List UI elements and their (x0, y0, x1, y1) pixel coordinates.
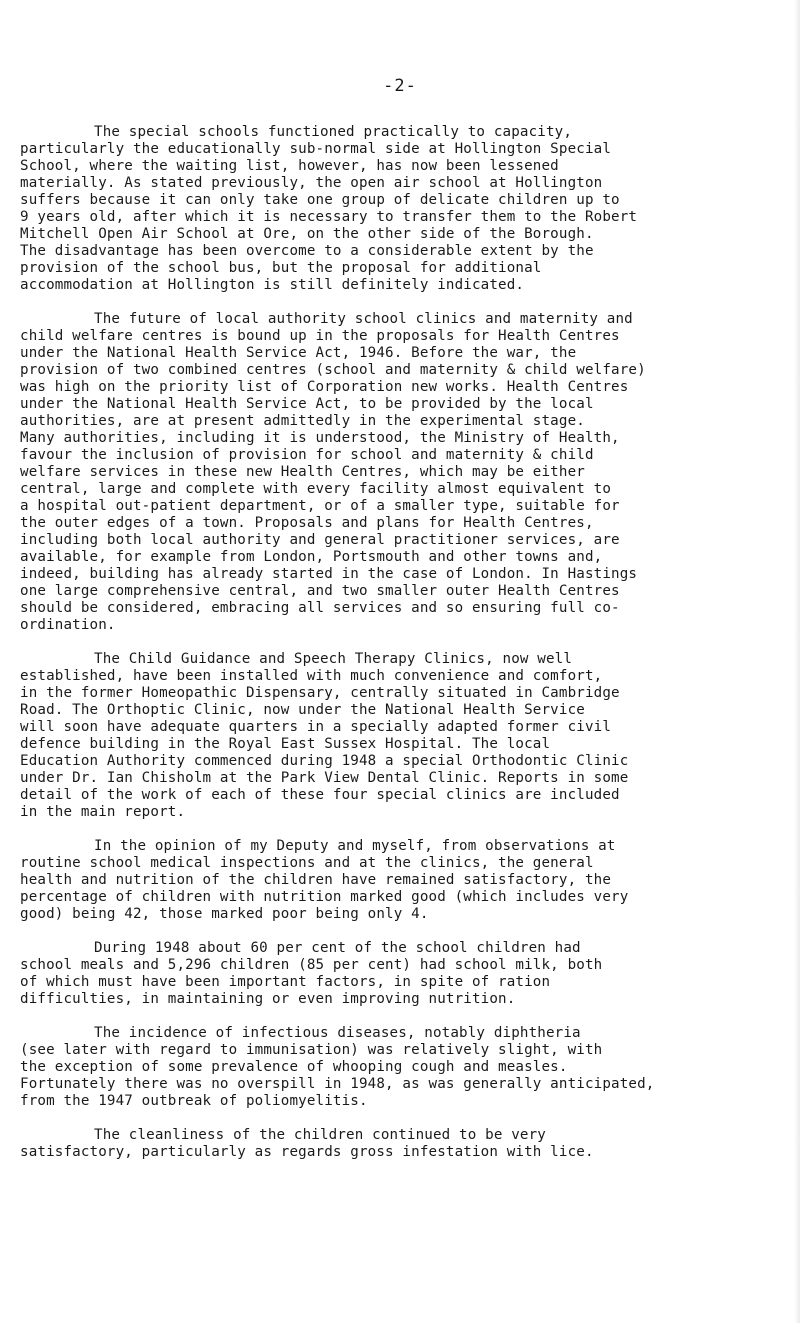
paragraph-text: The future of local authority school clinics and maternity and child welfare centres is bound up in the proposals for Health Centres under the National Health Service Act, 1946. Before the war, the provision of two combined centres (school and maternity & child welfare) was high on the priority list of Corporation new works. Health Centres under the National Health Service Act, to be provided by the local authorities, are at present admittedly in the experimental stage. Many authorities, including it is understood, the Ministry of Health, favour the inclusion of provision for school and maternity & child welfare services in these new Health Centres, which may be either central, large and complete with every facility almost equivalent to a hospital out-patient department, or of a smaller type, suitable for the outer edges of a town. Proposals and plans for Health Centres, including both local authority and general practitioner services, are available, for example from London, Portsmouth and other towns and, indeed, building has already started in the case of London. In Hastings one large comprehensive central, and two smaller outer Health Centres should be considered, embracing all services and so ensuring full co- ordination. (20, 311, 646, 633)
paragraph-text: In the opinion of my Deputy and myself, from observations at routine school medical inspections and at the clinics, the general health and nutrition of the children have remained satisfactory, the percentage of children with nutrition marked good (which includes very good) being 42, those marked poor being only 4. (20, 838, 629, 922)
paragraph-text: The cleanliness of the children continued to be very satisfactory, particularly as regards gross infestation with lice. (20, 1127, 594, 1160)
report-body (20, 124, 792, 1178)
paragraph-infectious-diseases (20, 1025, 792, 1110)
paragraph-text: The incidence of infectious diseases, notably diphtheria (see later with regard to immunisation) was relatively slight, with the exception of some prevalence of whooping cough and measles. Fortunately there was no overspill in 1948, as was generally anticipated, from the 1947 outbreak of poliomyelitis. (20, 1025, 655, 1109)
paragraph-health-centres (20, 311, 792, 634)
paragraph-special-clinics (20, 651, 792, 821)
paragraph-cleanliness (20, 1127, 792, 1161)
paragraph-text: The Child Guidance and Speech Therapy Clinics, now well established, have been installed with much convenience and comfort, in the former Homeopathic Dispensary, centrally situated in Cambridge Road. The Orthoptic Clinic, now under the National Health Service will soon have adequate quarters in a specially adapted former civil defence building in the Royal East Sussex Hospital. The local Education Authority commenced during 1948 a special Orthodontic Clinic under Dr. Ian Chisholm at the Park View Dental Clinic. Reports in some detail of the work of each of these four special clinics are included in the main report. (20, 651, 629, 820)
page-edge-shadow (794, 0, 800, 1323)
paragraph-special-schools (20, 124, 792, 294)
page-number: -2- (383, 76, 417, 96)
paragraph-text: The special schools functioned practically to capacity, particularly the educationally sub-normal side at Hollington Special School, where the waiting list, however, has now been lessened materially. As stated previously, the open air school at Hollington suffers because it can only take one group of delicate children up to 9 years old, after which it is necessary to transfer them to the Robert Mitchell Open Air School at Ore, on the other side of the Borough. The disadvantage has been overcome to a considerable extent by the provision of the school bus, but the proposal for additional accommodation at Hollington is still definitely indicated. (20, 124, 638, 293)
paragraph-school-meals (20, 940, 792, 1008)
paragraph-text: During 1948 about 60 per cent of the school children had school meals and 5,296 children (85 per cent) had school milk, both of which must have been important factors, in spite of ration difficulties, in maintaining or even improving nutrition. (20, 940, 603, 1007)
paragraph-nutrition (20, 838, 792, 923)
